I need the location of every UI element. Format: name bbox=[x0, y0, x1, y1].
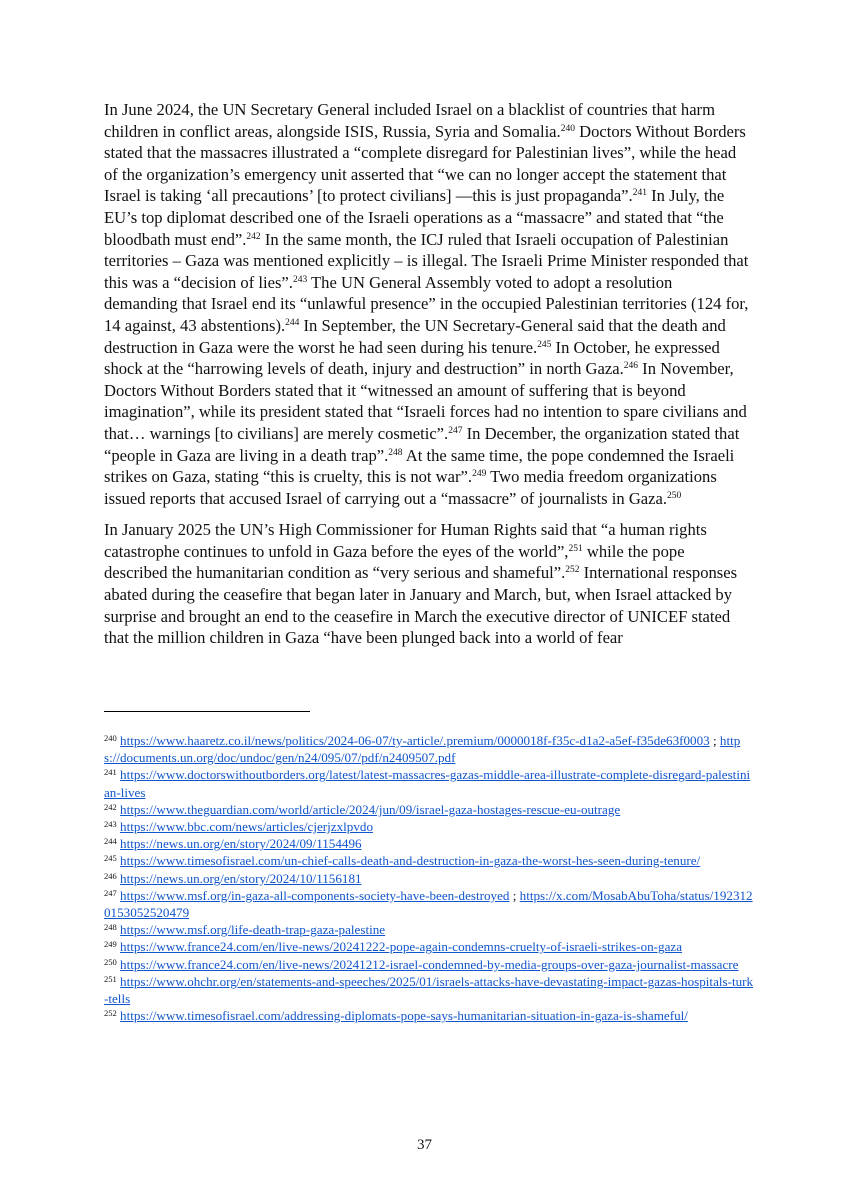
footnote-ref[interactable]: 248 bbox=[388, 447, 403, 458]
footnote-number: 244 bbox=[104, 836, 117, 847]
footnote-link[interactable]: https://documents.un.org/doc/undoc/gen/n24/095/07/pdf/n2409507.pdf bbox=[104, 733, 741, 766]
footnote-separator-text: ; bbox=[509, 887, 520, 903]
footnote-ref[interactable]: 252 bbox=[565, 565, 580, 576]
paragraph-text: In June 2024, the UN Secretary General included Israel on a blacklist of countries that harm children in conflict areas, alongside ISIS, Russia, Syria and Somalia. bbox=[104, 100, 715, 141]
paragraph-text: The UN General Assembly voted to adopt a resolution demanding that Israel end its “unlawful presence” in the occupied Palestinian territories (124 for, 14 against, 43 abstentions). bbox=[104, 272, 749, 335]
paragraph-text: In July, the EU’s top diplomat described one of the Israeli operations as a “massacre” and stated that “the bloodbath must end”. bbox=[104, 186, 725, 249]
footnote-number: 246 bbox=[104, 870, 117, 881]
paragraph-text: while the pope described the humanitarian condition as “very serious and shameful”. bbox=[104, 541, 685, 583]
footnote bbox=[104, 852, 754, 869]
footnote-number: 252 bbox=[104, 1008, 117, 1019]
footnote-link[interactable]: https://www.doctorswithoutborders.org/latest/latest-massacres-gazas-middle-area-illustrate-complete-disregard-palestinian-lives bbox=[104, 767, 751, 800]
paragraph-text: In December, the organization stated that “people in Gaza are living in a death trap”. bbox=[104, 423, 740, 465]
footnote-link[interactable]: https://www.theguardian.com/world/article/2024/jun/09/israel-gaza-hostages-rescue-eu-outrage bbox=[120, 801, 621, 817]
footnote bbox=[104, 938, 754, 955]
footnote-number: 245 bbox=[104, 853, 117, 864]
footnote bbox=[104, 818, 754, 835]
footnote bbox=[104, 835, 754, 852]
footnote bbox=[104, 1007, 754, 1024]
paragraph-text: Doctors Without Borders stated that the massacres illustrated a “complete disregard for Palestinian lives”, while the head of the organization’s emergency unit asserted that “we can no longer accept the statement that Israel is taking ‘all precautions’ [to protect civilians] —this is just propaganda”. bbox=[104, 121, 746, 206]
footnote-link[interactable]: https://www.haaretz.co.il/news/politics/2024-06-07/ty-article/.premium/0000018f-f35c-d1a2-a5ef-f35de63f0003 bbox=[120, 733, 710, 748]
footnote-link[interactable]: https://www.timesofisrael.com/addressing-diplomats-pope-says-humanitarian-situation-in-gaza-is-shameful/ bbox=[120, 1008, 688, 1024]
footnote-number: 250 bbox=[104, 956, 117, 967]
footnote-link[interactable]: https://www.bbc.com/news/articles/cjerjzxlpvdo bbox=[120, 819, 373, 835]
paragraph-text: Two media freedom organizations issued reports that accused Israel of carrying out a “massacre” of journalists in Gaza. bbox=[104, 467, 717, 508]
footnote-link[interactable]: https://www.france24.com/en/live-news/20241212-israel-condemned-by-media-groups-over-gaza-journalist-massacre bbox=[120, 956, 739, 972]
footnote-ref[interactable]: 244 bbox=[285, 317, 300, 328]
footnote-ref[interactable]: 242 bbox=[246, 231, 261, 242]
paragraph-text: In September, the UN Secretary-General said that the death and destruction in Gaza were the worst he had seen during his tenure. bbox=[104, 315, 726, 357]
footnote-link[interactable]: https://news.un.org/en/story/2024/10/1156181 bbox=[120, 870, 362, 886]
footnote-link[interactable]: https://www.france24.com/en/live-news/20241222-pope-again-condemns-cruelty-of-israeli-strikes-on-gaza bbox=[120, 939, 683, 955]
paragraph-text: International responses abated during the ceasefire that began later in January and March, but, when Israel attacked by surprise and brought an end to the ceasefire in March the executive director of UNICEF stated that the million children in Gaza “have been plunged back into a world of fear bbox=[104, 563, 738, 648]
paragraph-text: In November, Doctors Without Borders stated that it “witnessed an amount of suffering that is beyond imagination”, while its president stated that “Israeli forces had no intention to spare civilians and that… warnings [to civilians] are merely cosmetic”. bbox=[104, 359, 747, 443]
footnotes bbox=[104, 732, 754, 1024]
paragraph bbox=[104, 99, 749, 509]
footnote-number: 241 bbox=[104, 767, 117, 778]
page-number: 37 bbox=[417, 1137, 432, 1153]
paragraph bbox=[104, 519, 749, 649]
paragraph-text: In the same month, the ICJ ruled that Israeli occupation of Palestinian territories – Gaza was mentioned explicitly – is illegal. The Israeli Prime Minister responded that this was a “decision of lies”. bbox=[104, 229, 749, 292]
footnote-separator-text: ; bbox=[709, 733, 720, 748]
paragraph-text: In January 2025 the UN’s High Commissioner for Human Rights said that “a human rights catastrophe continues to unfold in Gaza before the eyes of the world”, bbox=[104, 520, 707, 561]
paragraph-text: At the same time, the pope condemned the Israeli strikes on Gaza, stating “this is cruelty, this is not war”. bbox=[104, 445, 735, 487]
footnote-ref[interactable]: 246 bbox=[623, 361, 639, 372]
footnote-number: 248 bbox=[104, 922, 117, 933]
footnote-link[interactable]: https://www.timesofisrael.com/un-chief-calls-death-and-destruction-in-gaza-the-worst-hes-seen-during-tenure/ bbox=[120, 853, 701, 869]
paragraph-text: In October, he expressed shock at the “harrowing levels of death, injury and destruction” in north Gaza. bbox=[104, 337, 720, 379]
footnote bbox=[104, 870, 754, 887]
footnote bbox=[104, 801, 754, 818]
footnote-number: 242 bbox=[104, 801, 117, 812]
footnote-ref[interactable]: 240 bbox=[560, 123, 575, 134]
footnote-link[interactable]: https://x.com/MosabAbuToha/status/1923120153052520479 bbox=[104, 887, 753, 921]
footnote-link[interactable]: https://www.msf.org/life-death-trap-gaza-palestine bbox=[120, 922, 386, 938]
footnote-number: 247 bbox=[104, 887, 117, 898]
body-text bbox=[104, 99, 749, 659]
footnote-number: 249 bbox=[104, 939, 117, 950]
footnote-ref[interactable]: 245 bbox=[537, 339, 552, 350]
footnote bbox=[104, 921, 754, 938]
footnote-ref[interactable]: 250 bbox=[667, 490, 682, 501]
footnote-ref[interactable]: 241 bbox=[632, 188, 647, 199]
footnote-number: 240 bbox=[104, 733, 117, 743]
footnote bbox=[104, 732, 754, 766]
footnote-separator bbox=[104, 711, 310, 712]
footnote-link[interactable]: https://news.un.org/en/story/2024/09/1154496 bbox=[120, 836, 362, 852]
footnote-link[interactable]: https://www.ohchr.org/en/statements-and-speeches/2025/01/israels-attacks-have-devastating-impact-gazas-hospitals-turk-tells bbox=[104, 973, 754, 1007]
footnote-link[interactable]: https://www.msf.org/in-gaza-all-components-society-have-been-destroyed bbox=[120, 887, 510, 903]
footnote bbox=[104, 887, 754, 921]
footnote-ref[interactable]: 251 bbox=[568, 543, 583, 554]
footnote bbox=[104, 956, 754, 973]
footnote-number: 251 bbox=[104, 973, 117, 984]
footnote-ref[interactable]: 247 bbox=[448, 425, 463, 436]
footnote bbox=[104, 766, 754, 800]
footnote-ref[interactable]: 243 bbox=[292, 274, 308, 285]
footnote-number: 243 bbox=[104, 819, 117, 830]
footnote bbox=[104, 973, 754, 1007]
footnote-ref[interactable]: 249 bbox=[472, 469, 487, 480]
